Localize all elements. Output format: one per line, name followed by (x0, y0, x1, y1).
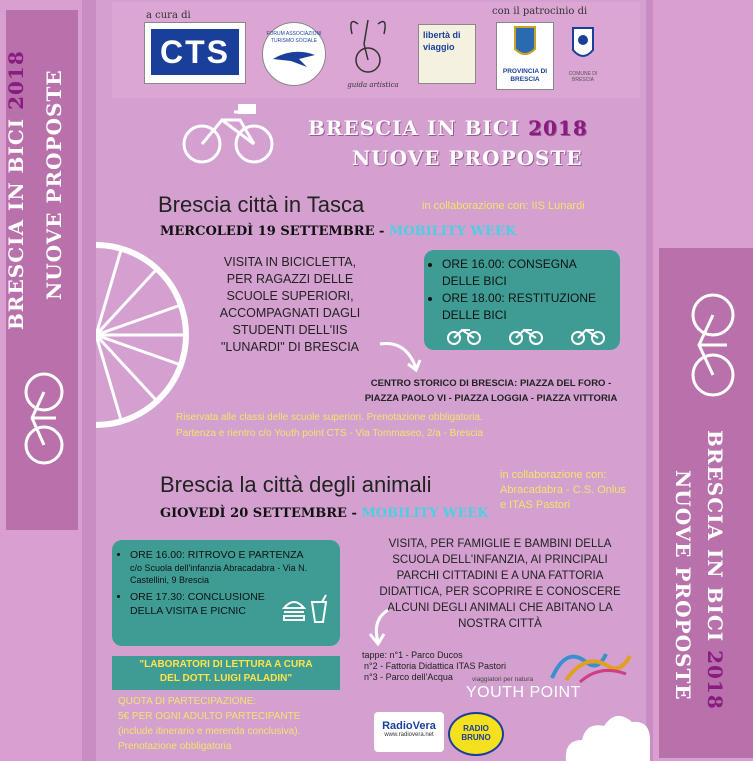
main-title (308, 116, 588, 140)
comune-crest-icon (558, 22, 608, 66)
event2-desc-line: ALCUNI DEGLI ANIMALI CHE ABITANO LA (387, 602, 613, 614)
event2-arrow-icon (366, 606, 396, 646)
reading-lab-banner (112, 656, 340, 690)
left-vertical-subtitle (42, 69, 66, 300)
liberta-logo-text: libertà di viaggio (423, 30, 461, 52)
event2-desc-line: NOSTRA CITTÀ (458, 618, 542, 630)
youth-point-logo: YOUTH POINT (466, 684, 581, 701)
provincia-logo (496, 22, 554, 90)
cts-logo (144, 22, 246, 84)
event2-date (160, 506, 489, 521)
event1-description (200, 254, 380, 356)
left-side-panel (0, 0, 82, 761)
right-bike-icon (683, 290, 743, 400)
event2-desc-line: VISITA, PER FAMIGLIE E BAMBINI DELLA (388, 538, 612, 550)
radio-bruno-text: RADIO BRUNO (461, 724, 491, 742)
event1-note-line: Partenza e rientro c/o Youth point CTS - Via Tommaseo, 2/a - Brescia (176, 428, 484, 439)
guida-logo-text: guida artistica (347, 81, 399, 89)
title-bike-icon (178, 100, 278, 166)
event2-stop-line: n°2 - Fattoria Didattica ITAS Pastori (364, 661, 506, 671)
radio-vera-logo (374, 712, 444, 752)
quota-line: (include itinerario e merenda conclusiva). (118, 726, 301, 737)
event1-schedule-box (424, 250, 620, 350)
event1-desc-line: PER RAGAZZI DELLE (226, 272, 354, 286)
event2-item1-text: ORE 16.00: RITROVO E PARTENZA (130, 549, 304, 561)
event2-collab-line: Abracadabra - C.S. Onlus (500, 484, 626, 496)
event1-desc-line: ACCOMPAGNATI DAGLI (219, 306, 361, 320)
event1-schedule-item: • ORE 16.00: CONSEGNA DELLE BICI (442, 256, 608, 290)
event2-item2-text: ORE 17.30: CONCLUSIONE DELLA VISITA E PICNIC (130, 591, 265, 617)
event2-item1-sub: c/o Scuola dell'infanzia Abracadabra - Via N. Castellini, 9 Brescia (130, 563, 308, 585)
main-title-year: 2018 (528, 116, 588, 140)
event2-desc-line: SCUOLA DELL'INFANZIA, AI PRINCIPALI (392, 554, 608, 566)
radio-bruno-logo (448, 712, 504, 756)
event2-desc-line: PARCHI CITTADINI E A UNA FATTORIA (396, 570, 604, 582)
provincia-crest-icon (497, 23, 553, 63)
comune-logo (558, 22, 608, 88)
youth-point-tagline: viaggiatori per natura (472, 676, 534, 683)
forum-logo (262, 22, 326, 86)
main-subtitle: NUOVE PROPOSTE (352, 146, 583, 170)
left-subtitle-text: NUOVE PROPOSTE (42, 69, 66, 300)
angel-bike-icon (338, 14, 408, 76)
event1-schedule-item: • ORE 18.00: RESTITUZIONE DELLE BICI (442, 290, 608, 324)
event1-heading: Brescia città in Tasca (158, 192, 365, 217)
left-title-text: BRESCIA IN BICI (4, 117, 28, 330)
event2-collab (500, 468, 626, 513)
event1-route-line: CENTRO STORICO DI BRESCIA: PIAZZA DEL FORO - (370, 378, 612, 389)
wheel-decoration (96, 240, 192, 430)
event2-schedule-item (130, 590, 270, 618)
main-title-text: BRESCIA IN BICI (308, 116, 521, 140)
reading-lab-line: "LABORATORI DI LETTURA A CURA (139, 659, 313, 670)
event1-date (160, 224, 516, 239)
radio-vera-url: www.radiovera.net (384, 732, 434, 738)
event1-route-line: PIAZZA PAOLO VI - PIAZZA LOGGIA - PIAZZA VITTORIA (364, 393, 618, 404)
provincia-logo-text: PROVINCIA DI BRESCIA (502, 68, 548, 83)
quota-line: Prenotazione obbligatoria (118, 741, 232, 752)
event1-route (346, 376, 636, 406)
event1-arrow-icon (376, 338, 426, 376)
event1-desc-line: SCUOLE SUPERIORI, (226, 289, 354, 303)
event1-bikes-icon (446, 324, 606, 346)
event1-note (176, 410, 483, 442)
quota-line: QUOTA DI PARTECIPAZIONE: (118, 696, 257, 707)
event2-mobility-week: MOBILITY WEEK (361, 506, 489, 521)
cts-logo-text: CTS (151, 29, 239, 75)
event1-desc-line: VISITA IN BICICLETTA, (223, 255, 357, 269)
reading-lab-line: DEL DOTT. LUIGI PALADIN" (159, 673, 293, 684)
event1-note-line: Riservata alle classi delle scuole superiori. Prenotazione obbligatoria. (176, 412, 483, 423)
right-subtitle-text: NUOVE PROPOSTE (671, 470, 695, 701)
right-vertical-subtitle (671, 470, 695, 701)
event2-quota (118, 694, 300, 754)
burger-drink-icon (282, 594, 330, 624)
event2-heading: Brescia la città degli animali (160, 472, 432, 497)
swallow-icon (263, 45, 325, 69)
event1-collab: in collaborazione con: IIS Lunardi (422, 200, 585, 212)
youth-point-swirl-icon (546, 640, 636, 686)
left-bike-icon (14, 370, 74, 465)
liberta-logo (418, 24, 476, 84)
event2-collab-line: e ITAS Pastori (500, 499, 571, 511)
left-vertical-title (4, 50, 28, 330)
event2-stop-line: tappe: n°1 - Parco Ducos (362, 650, 463, 660)
radio-vera-text: RadioVera (382, 720, 436, 732)
forum-logo-text: FORUM ASSOCIAZIONI TURISMO SOCIALE (266, 31, 322, 44)
right-title-year: 2018 (703, 650, 727, 710)
left-title-year: 2018 (4, 50, 28, 110)
guida-logo (338, 14, 408, 94)
event1-desc-line: STUDENTI DELL'IIS (232, 323, 348, 337)
event2-schedule-item (130, 548, 330, 586)
event2-description (360, 536, 640, 632)
a-cura-di-label: a cura di (146, 10, 191, 21)
event1-desc-line: "LUNARDI" DI BRESCIA (220, 340, 360, 354)
right-side-panel (653, 0, 753, 761)
event1-mobility-week: MOBILITY WEEK (388, 224, 517, 239)
event2-desc-line: DIDATTICA, PER SCOPRIRE E CONOSCERE (379, 586, 621, 598)
comune-logo-text: COMUNE DI BRESCIA (568, 71, 598, 83)
event2-schedule-box (112, 540, 340, 646)
right-title-text: BRESCIA IN BICI (703, 430, 727, 643)
event2-collab-line: in collaborazione con: (500, 469, 607, 481)
quota-line: 5€ PER OGNI ADULTO PARTECIPANTE (118, 711, 301, 722)
event2-date-text: GIOVEDÌ 20 SETTEMBRE - (160, 506, 362, 521)
right-vertical-title (703, 430, 727, 710)
patrocinio-label: con il patrocinio di (492, 6, 588, 17)
cloud-decoration (560, 700, 652, 761)
logos-strip (112, 2, 640, 98)
event2-stop-line: n°3 - Parco dell'Acqua (364, 672, 453, 682)
event1-date-text: MERCOLEDÌ 19 SETTEMBRE - (160, 224, 389, 239)
